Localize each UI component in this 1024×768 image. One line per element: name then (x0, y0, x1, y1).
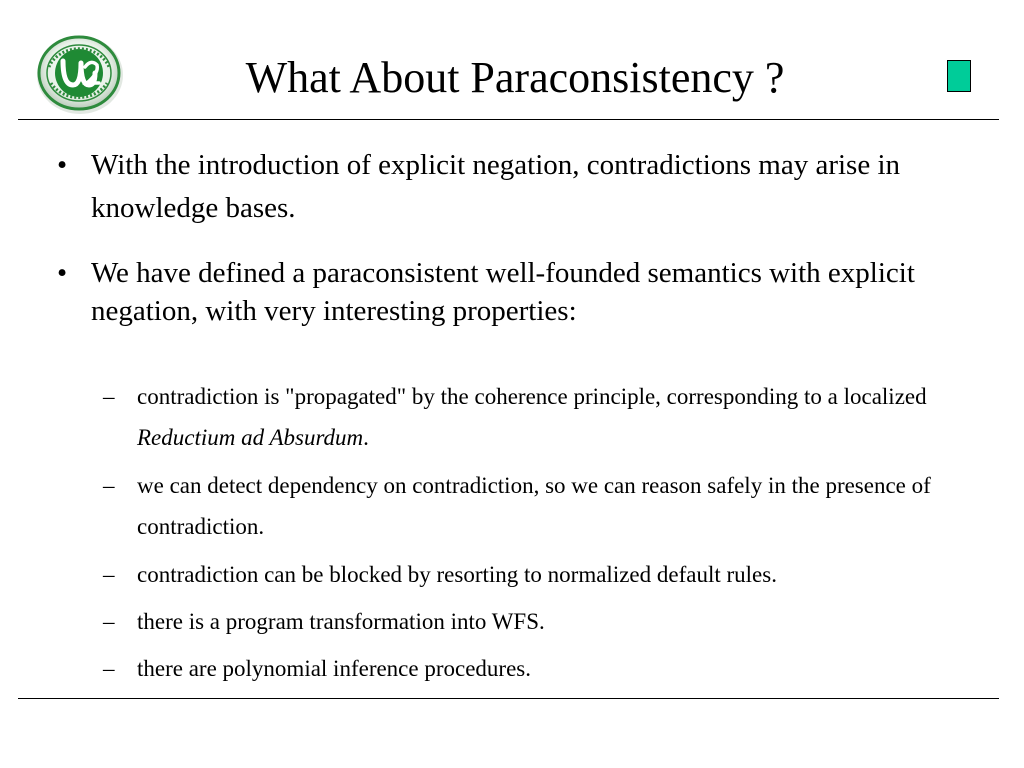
sub-bullet-item (103, 601, 997, 642)
sub-bullet-item (103, 376, 997, 458)
header-divider (18, 119, 999, 120)
sub-bullet-marker: – (103, 473, 115, 498)
university-seal-logo-icon (35, 33, 125, 115)
sub-bullet-text: contradiction is "propagated" by the coherence principle, corresponding to a localized (137, 384, 927, 409)
sub-bullet-suffix: . (363, 425, 369, 450)
sub-bullet-item (103, 465, 997, 547)
bullet-item (57, 254, 981, 330)
sub-bullet-italic-term: Reductium ad Absurdum (137, 425, 364, 450)
sub-bullet-item (103, 648, 997, 689)
sub-bullet-marker: – (103, 384, 115, 409)
sub-bullet-marker: – (103, 609, 115, 634)
slide-title: What About Paraconsistency ? (245, 53, 785, 102)
sub-bullet-text: we can detect dependency on contradiction, so we can reason safely in the presence of contradiction. (137, 473, 931, 539)
sub-bullet-text: there is a program transformation into WFS. (137, 609, 545, 634)
sub-bullet-marker: – (103, 562, 115, 587)
sub-bullet-text: contradiction can be blocked by resorting to normalized default rules. (137, 562, 777, 587)
footer-divider (18, 698, 999, 699)
navigation-square-icon[interactable] (947, 60, 971, 92)
bullet-text: We have defined a paraconsistent well-founded semantics with explicit negation, with very interesting properties: (91, 257, 915, 327)
bullet-text: With the introduction of explicit negation, contradictions may arise in knowledge bases. (91, 149, 901, 224)
bullet-marker: • (57, 149, 68, 181)
sub-bullet-marker: – (103, 656, 115, 681)
sub-bullet-text: there are polynomial inference procedures. (137, 656, 531, 681)
sub-bullet-item (103, 554, 997, 595)
bullet-item (57, 144, 971, 230)
university-logo (35, 33, 125, 115)
bullet-marker: • (57, 257, 68, 289)
